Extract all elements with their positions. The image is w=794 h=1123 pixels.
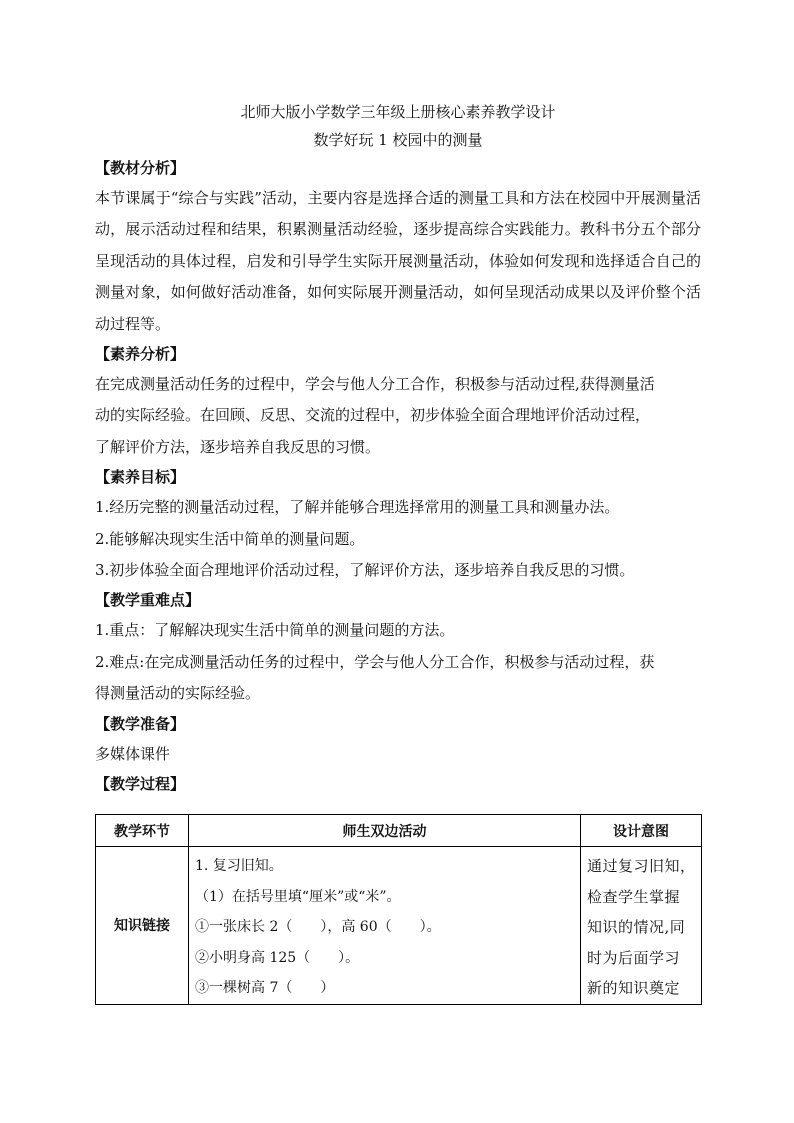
literacy-goal-item: 3.初步体验全面合理地评价活动过程，了解评价方法，逐步培养自我反思的习惯。 [95,560,635,579]
section-heading-process: 【教学过程】 [95,774,186,793]
intent-line: 时为后面学习 [587,948,681,967]
document-title: 北师大版小学数学三年级上册核心素养教学设计 [240,103,556,121]
activity-line: 1. 复习旧知。 [195,858,283,874]
document-subtitle: 数学好玩 1 校园中的测量 [313,131,483,149]
intent-line: 知识的情况,同 [587,918,686,936]
intent-line: 通过复习旧知， [587,857,696,875]
table-row [96,847,702,1005]
key-point-item: 2.难点:在完成测量活动任务的过程中，学会与他人分工合作，积极参与活动过程，获 [95,652,655,671]
table-header-intent: 设计意图 [581,815,702,847]
literacy-analysis-line: 动的实际经验。在回顾、反思、交流的过程中，初步体验全面合理地评价活动过程， [95,406,651,425]
intent-cell [581,847,702,1005]
table-header-activity: 师生双边活动 [189,815,581,847]
activity-line: ②小明身高 125（ ）。 [195,949,360,966]
literacy-analysis-line: 了解评价方法，逐步培养自我反思的习惯。 [95,437,381,456]
key-point-item: 得测量活动的实际经验。 [95,684,261,703]
document-page [95,98,701,799]
intent-line: 检查学生掌握 [587,887,681,906]
teaching-process-table [95,814,702,1005]
section-heading-textbook-analysis: 【教材分析】 [95,159,186,177]
textbook-analysis-body: 本节课属于“综合与实践”活动，主要内容是选择合适的测量工具和方法在校园中开展测量活动，展示活动过程和结果，积累测量活动经验，逐步提高综合实践能力。教科书分五个部分呈现活动的具体过程，启发和引导学生实际开展测量活动，体验如何发现和选择适合自己的测量对象，如何做好活动准备，如何实际展开测量活动，如何呈现活动成果以及评价整个活动过程等。 [95,189,701,333]
section-heading-preparation: 【教学准备】 [95,714,186,733]
activity-line: ①一张床长 2（ ），高 60（ ）。 [195,919,441,935]
section-heading-key-points: 【教学重难点】 [95,591,201,610]
literacy-analysis-line: 在完成测量活动任务的过程中，学会与他人分工合作，积极参与活动过程,获得测量活 [95,375,655,394]
activity-cell [189,847,581,1005]
table-header-row [96,815,702,847]
table-header-stage: 教学环节 [96,815,189,847]
activity-line: （1）在括号里填“厘米”或“米”。 [195,888,401,905]
literacy-goal-item: 2.能够解决现实生活中简单的测量问题。 [95,529,365,548]
preparation-body: 多媒体课件 [95,744,171,763]
activity-line: ③一棵树高 7（ ） [195,980,335,996]
intent-line: 新的知识奠定 [587,979,681,997]
section-heading-literacy-goals: 【素养目标】 [95,468,186,487]
section-heading-literacy-analysis: 【素养分析】 [95,345,186,364]
key-point-item: 1.重点：了解解决现实生活中简单的测量问题的方法。 [95,621,455,640]
stage-cell: 知识链接 [96,847,189,1005]
literacy-goal-item: 1.经历完整的测量活动过程，了解并能够合理选择常用的测量工具和测量办法。 [95,498,620,517]
